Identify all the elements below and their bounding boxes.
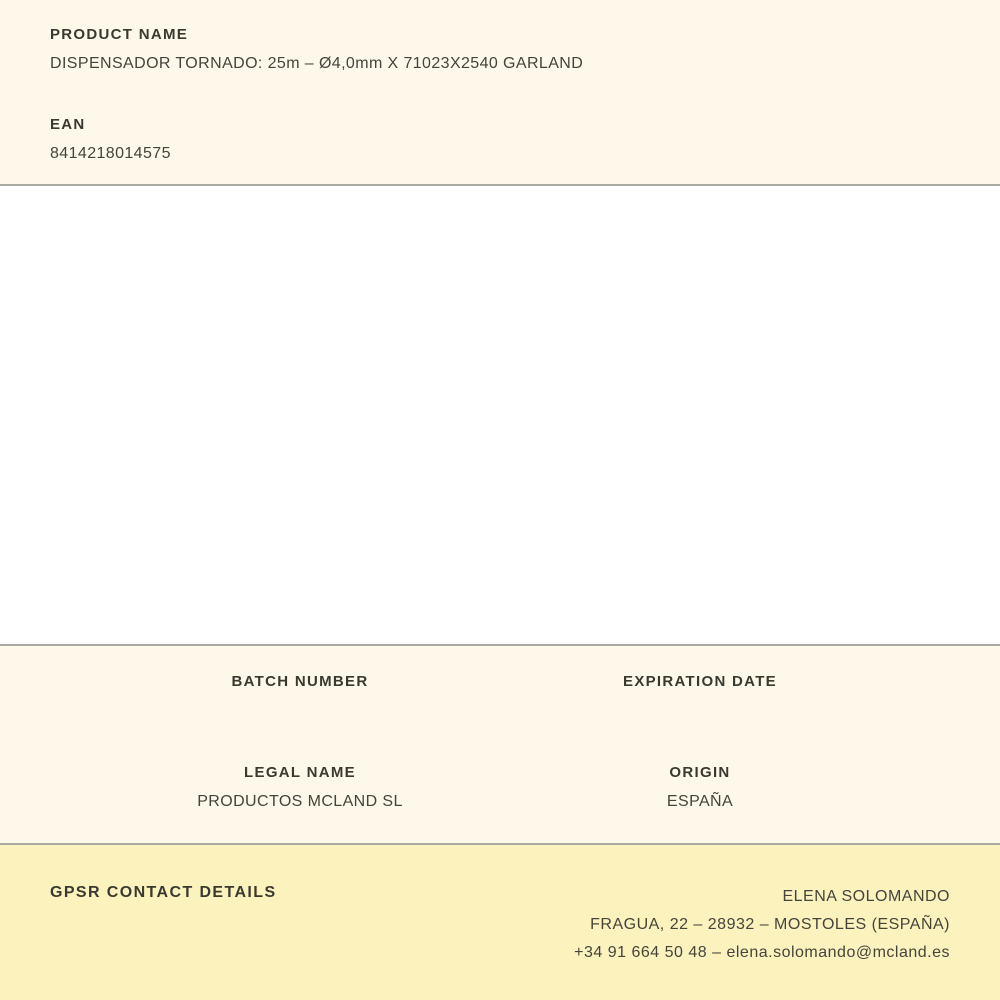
contact-address: FRAGUA, 22 – 28932 – MOSTOLES (ESPAÑA) (590, 916, 950, 933)
ean-value: 8414218014575 (50, 145, 171, 162)
gpsr-contact-section (0, 845, 1000, 1000)
contact-phone-email: +34 91 664 50 48 – elena.solomando@mcland.es (574, 944, 950, 961)
legal-name-label: LEGAL NAME (244, 764, 356, 781)
legal-origin-row (100, 763, 900, 812)
product-name-value: DISPENSADOR TORNADO: 25m – Ø4,0mm X 71023X2540 GARLAND (50, 55, 584, 72)
product-name-field (50, 26, 950, 74)
empty-content-area (0, 186, 1000, 646)
gpsr-contact-info (574, 883, 950, 967)
batch-expiration-row (100, 672, 900, 692)
gpsr-contact-title: GPSR CONTACT DETAILS (50, 884, 277, 901)
origin-field (500, 763, 900, 812)
batch-number-field (100, 672, 500, 692)
product-header-section (0, 0, 1000, 186)
ean-field (50, 116, 950, 164)
expiration-date-field (500, 672, 900, 692)
batch-number-label: BATCH NUMBER (231, 673, 369, 690)
origin-label: ORIGIN (669, 764, 731, 781)
details-section (0, 646, 1000, 845)
product-name-label: PRODUCT NAME (50, 26, 189, 43)
legal-name-value: PRODUCTOS MCLAND SL (197, 793, 403, 810)
contact-person-name: ELENA SOLOMANDO (782, 888, 950, 905)
origin-value: ESPAÑA (666, 793, 734, 810)
expiration-date-label: EXPIRATION DATE (623, 673, 777, 690)
legal-name-field (100, 763, 500, 812)
ean-label: EAN (50, 116, 86, 133)
